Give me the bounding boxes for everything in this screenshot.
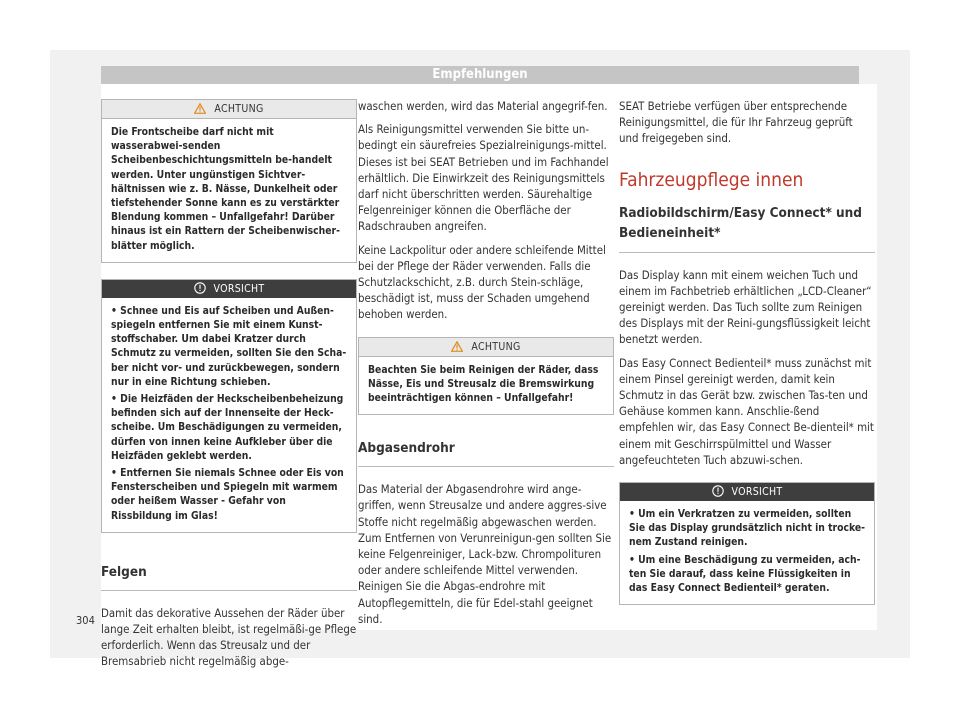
info-circle-icon: [712, 485, 724, 503]
warning-triangle-icon: [194, 102, 206, 120]
notice-body: [102, 298, 356, 532]
paragraph: Damit das dekorative Aussehen der Räder über lange Zeit erhalten bleibt, ist regelmäßi-ge Pflege erforderlich. Wenn das Streusalz und der Bremsabrieb nicht regelmäßig abge-: [101, 605, 357, 669]
heading-abgasendrohr: Abgasendrohr: [358, 437, 614, 467]
notice-bullet: • Schnee und Eis auf Scheiben und Außen-spiegeln entfernen Sie mit einem Kunst-stoffschaber. Um dabei Kratzer durch Schmutz zu vermeiden, sollten Sie den Scha-ber nicht vor- und zurückbewegen, sondern nur in eine Richtung schieben.: [111, 304, 347, 388]
warning-text: Die Frontscheibe darf nicht mit wasserabwei-senden Scheibenbeschichtungsmitteln be-handelt werden. Unter ungünstigen Sichtver-hältnissen wie z. B. Nässe, Dunkelheit oder tiefstehender Sonne kann es zu verstärkter Blendung kommen – Unfallgefahr! Darüber hinaus ist ein Rattern der Scheibenwischer-blätter möglich.: [111, 126, 340, 252]
paragraph: Als Reinigungsmittel verwenden Sie bitte un-bedingt ein säurefreies Spezialreinigungs-mittel. Dieses ist bei SEAT Betrieben und im Fachhandel erhältlich. Die Einwirkzeit des Reinigungsmittels darf nicht überschritten werden. Säurehaltige Felgenreiniger können die Oberfläche der Radschrauben angreifen.: [358, 122, 609, 234]
column-2: [358, 84, 614, 634]
column-3: [619, 84, 875, 605]
paragraph: Das Display kann mit einem weichen Tuch und einem im Fachbetrieb erhältlichen „LCD-Cleaner“ gereinigt werden. Das Tuch sollte zum Reinigen des Displays mit der Reini-gungsflüssigkeit leicht benetzt werden.: [619, 267, 872, 347]
notice-box: [101, 279, 357, 533]
warning-header: [102, 100, 356, 119]
warning-label: ACHTUNG: [214, 103, 264, 115]
paragraph: Keine Lackpolitur oder andere schleifende Mittel bei der Pflege der Räder verwenden. Falls die Schutzlackschicht, z.B. durch Stein-schläge, beschädigt ist, muss der Schaden umgehend behoben werden.: [358, 242, 606, 322]
notice-header: [102, 280, 356, 298]
page-content: [101, 84, 877, 669]
warning-box: [101, 99, 357, 263]
column-1: [101, 84, 357, 677]
warning-label: ACHTUNG: [471, 340, 521, 353]
paragraph: Das Material der Abgasendrohre wird ange-griffen, wenn Streusalze und andere aggres-sive Stoffe nicht regelmäßig abgewaschen werden. Zum Entfernen von Verunreinigun-gen sollten Sie keine Felgenreiniger, Lack-bzw. Chrompolituren oder andere schleifende Mittel verwenden. Reinigen Sie die Abgas-endrohre mit Autopflegemitteln, die für Edel-stahl geeignet sind.: [358, 482, 612, 626]
notice-bullet: • Entfernen Sie niemals Schnee oder Eis von Fensterscheiben und Spiegeln mit warmem oder heißem Wasser - Gefahr von Rissbildung im Glas!: [111, 467, 344, 522]
warning-header: [359, 338, 613, 357]
paragraph: SEAT Betriebe verfügen über entsprechende Reinigungsmittel, die für Ihr Fahrzeug geprüft und freigegeben sind.: [619, 99, 853, 146]
notice-bullet: • Um eine Beschädigung zu vermeiden, ach-ten Sie darauf, dass keine Flüssigkeiten in das Easy Connect Bedienteil* geraten.: [629, 553, 861, 595]
section-header: Empfehlungen: [101, 66, 859, 84]
main-heading: Fahrzeugpflege innen: [619, 168, 804, 191]
notice-bullet: • Um ein Verkratzen zu vermeiden, sollten Sie das Display grundsätzlich nicht in trocke-nem Zustand reinigen.: [629, 508, 865, 549]
paragraph: Das Easy Connect Bedienteil* muss zunächst mit einem Pinsel gereinigt werden, damit kein Schmutz in das Gerät bzw. zwischen Tas-ten und Gehäuse kommen kann. Anschlie-ßend empfehlen wir, das Easy Connect Be-dienteil* mit einem mit Geschirrspülmittel und Wasser angefeuchteten Tuch abzuwi-schen.: [619, 355, 874, 467]
warning-triangle-icon: [451, 340, 463, 358]
info-circle-icon: [194, 282, 206, 300]
sub-heading: Radiobildschirm/Easy Connect* und Bedieneinheit*: [619, 203, 875, 253]
notice-header: [620, 483, 874, 501]
warning-box: [358, 337, 614, 416]
notice-box: [619, 482, 875, 605]
notice-label: VORSICHT: [213, 282, 265, 295]
heading-felgen: Felgen: [101, 561, 357, 591]
page-number: 304: [76, 614, 95, 627]
notice-bullet: • Die Heizfäden der Heckscheibenbeheizung befinden sich auf der Innenseite der Heck-scheibe. Um Beschädigungen zu vermeiden, dürfen von innen keine Aufkleber über die Heizfäden geklebt werden.: [111, 393, 344, 462]
paragraph: waschen werden, wird das Material angegrif-fen.: [358, 99, 608, 113]
warning-text: Beachten Sie beim Reinigen der Räder, dass Nässe, Eis und Streusalz die Bremswirkung beeinträchtigen können – Unfallgefahr!: [368, 363, 599, 405]
notice-label: VORSICHT: [731, 486, 783, 499]
notice-body: [620, 501, 874, 604]
